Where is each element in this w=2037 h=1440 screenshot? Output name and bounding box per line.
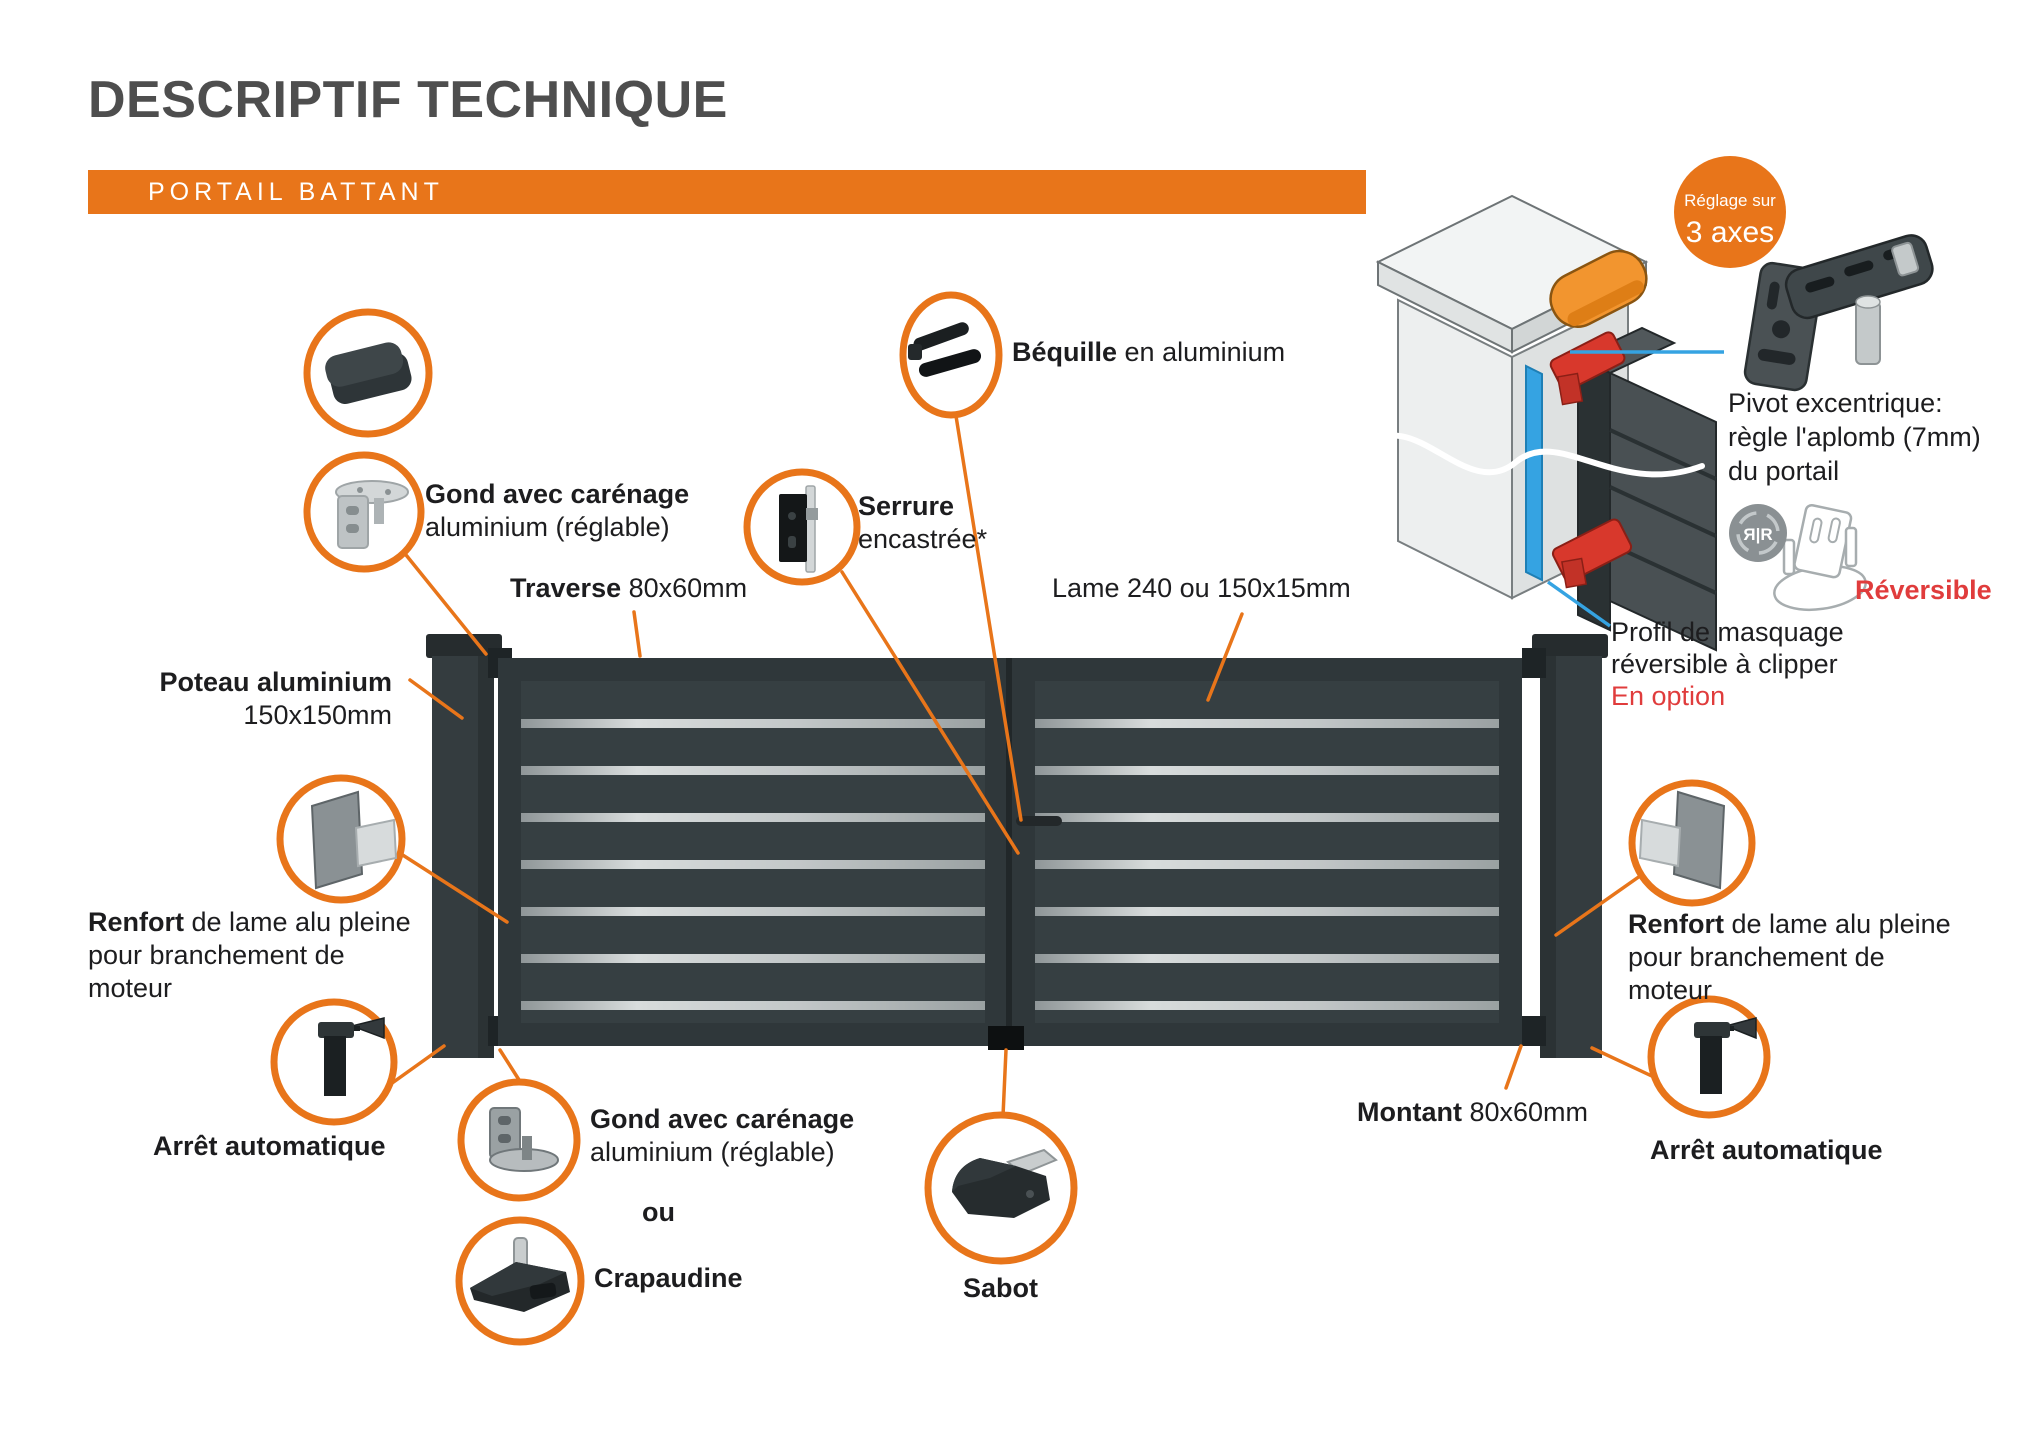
label-arret-left: Arrêt automatique	[153, 1131, 386, 1161]
label-arret-right: Arrêt automatique	[1650, 1135, 1883, 1165]
subtitle-text: PORTAIL BATTANT	[148, 178, 444, 206]
label-poteau: Poteau aluminium 150x150mm	[159, 667, 392, 730]
gate-handle	[1016, 816, 1062, 826]
page-title: DESCRIPTIF TECHNIQUE	[88, 71, 728, 129]
label-serrure: Serrure encastrée*	[858, 491, 988, 554]
leaf-gap	[1006, 658, 1012, 1046]
label-gond-bottom: Gond avec carénage aluminium (réglable)	[590, 1104, 855, 1167]
pillar-illustration	[1364, 196, 1724, 650]
label-renfort-right: Renfort de lame alu pleine pour branchement de moteur	[1628, 909, 1951, 1005]
pillar-gate-leaf	[1578, 328, 1716, 650]
reversible-hinge-sketch	[1772, 504, 1869, 615]
reversible-badge-text: Я|R	[1743, 525, 1773, 544]
label-pivot-note: Pivot excentrique: règle l'aplomb (7mm) du portail	[1728, 388, 1981, 486]
pivot-bracket-illustration	[1743, 231, 1936, 391]
label-lame: Lame 240 ou 150x15mm	[1052, 573, 1351, 603]
left-leaf-panel	[521, 681, 985, 1023]
callout-line-montant	[1506, 1046, 1521, 1088]
callout-line-sabot	[1003, 1050, 1006, 1116]
subtitle-banner	[88, 170, 1366, 214]
label-gond-top: Gond avec carénage aluminium (réglable)	[425, 479, 690, 542]
adjustment-badge-bottom: 3 axes	[1685, 216, 1775, 249]
label-ou: ou	[642, 1197, 675, 1227]
label-bequille: Béquille en aluminium	[1012, 337, 1286, 367]
reversible-badge	[1729, 504, 1787, 562]
gate-illustration	[426, 634, 1608, 1058]
label-profil-note: Profil de masquage réversible à clipper En option	[1611, 617, 1844, 711]
label-traverse: Traverse 80x60mm	[510, 573, 748, 603]
label-reversible: Réversible	[1855, 575, 1992, 605]
label-crapaudine: Crapaudine	[594, 1263, 743, 1293]
label-montant: Montant 80x60mm	[1357, 1097, 1589, 1127]
right-leaf-panel	[1035, 681, 1499, 1023]
gate-shoe-block	[988, 1026, 1024, 1050]
callout-line-arret-right	[1592, 1048, 1656, 1078]
adjustment-badge-top: Réglage sur	[1684, 191, 1776, 210]
callout-line-traverse	[634, 612, 640, 656]
masking-profile-strip	[1526, 366, 1542, 580]
lock-icon	[779, 486, 818, 572]
label-sabot: Sabot	[963, 1273, 1039, 1303]
label-renfort-left: Renfort de lame alu pleine pour branchement de moteur	[88, 907, 411, 1003]
adjustment-badge	[1674, 156, 1786, 268]
callout-line-gond-bottom	[500, 1050, 521, 1083]
